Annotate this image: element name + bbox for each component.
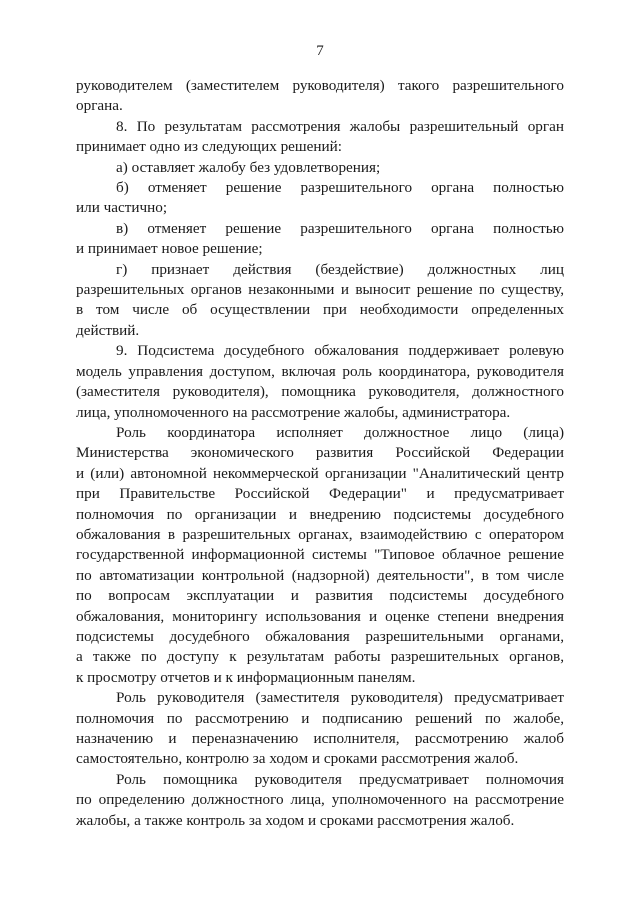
paragraph [76,341,564,423]
paragraph [76,219,564,260]
text-line: лица, уполномоченного на рассмотрение жалобы, администратора. [76,403,511,421]
text-line: а также по доступу к результатам работы разрешительных органов, [76,648,564,666]
text-line: по вопросам эксплуатации и развития подсистемы досудебного [76,587,564,605]
text-line: при Правительстве Российской Федерации" и предусматривает [76,485,564,503]
text-line: Министерства экономического развития Российской Федерации [76,444,564,462]
paragraph [76,770,564,831]
text-line: г) признает действия (бездействие) должностных лиц [116,260,564,278]
text-line: в) отменяет решение разрешительного органа полностью [116,219,564,237]
text-line: обжалования в разрешительных органах, взаимодействию с оператором [76,525,564,543]
paragraph [76,423,564,688]
paragraph [76,688,564,770]
text-line: принимает одно из следующих решений: [76,138,342,156]
paragraph [76,158,564,178]
text-line: (заместителя руководителя), помощника руководителя, должностного [76,383,564,401]
text-line: или частично; [76,199,168,217]
page-number: 7 [316,43,324,59]
paragraph [76,117,564,158]
text-line: полномочия по рассмотрению и подписанию решений по жалобе, [76,709,564,727]
text-line: Роль координатора исполняет должностное лицо (лица) [116,423,564,441]
paragraph [76,260,564,342]
text-line: разрешительных органов незаконными и выносит решение по существу, [76,281,564,299]
text-line: по автоматизации контрольной (надзорной) деятельности", в том числе [76,566,564,584]
text-line: обжалования, мониторингу использования и оценке степени внедрения [76,607,564,625]
text-line: жалобы, а также контроль за ходом и сроками рассмотрения жалоб. [76,811,515,829]
text-line: 8. По результатам рассмотрения жалобы разрешительный орган [116,117,564,135]
text-line: и (или) автономной некоммерческой организации "Аналитический центр [76,464,564,482]
text-line: к просмотру отчетов и к информационным панелям. [76,668,416,686]
text-line: Роль помощника руководителя предусматривает полномочия [116,770,564,788]
text-line: б) отменяет решение разрешительного органа полностью [116,179,564,197]
text-line: в том числе об осуществлении при необходимости определенных [76,301,564,319]
text-line: и принимает новое решение; [76,240,263,258]
text-line: полномочия по организации и внедрению подсистемы досудебного [76,505,564,523]
text-line: по определению должностного лица, уполномоченного на рассмотрение [76,791,564,809]
text-line: самостоятельно, контролю за ходом и сроками рассмотрения жалоб. [76,750,519,768]
text-line: органа. [76,97,123,115]
paragraph [76,76,564,117]
paragraph [76,178,564,219]
text-line: подсистемы досудебного обжалования разрешительными органами, [76,627,564,645]
text-line: 9. Подсистема досудебного обжалования поддерживает ролевую [116,342,564,360]
text-line: руководителем (заместителем руководителя) такого разрешительного [76,77,564,94]
text-line: Роль руководителя (заместителя руководителя) предусматривает [116,689,564,707]
text-line: модель управления доступом, включая роль координатора, руководителя [76,362,564,380]
text-line: назначению и переназначению исполнителя, рассмотрению жалоб [76,730,564,747]
document-body [76,76,564,831]
text-line: действий. [76,321,140,339]
text-line: а) оставляет жалобу без удовлетворения; [116,158,381,176]
text-line: государственной информационной системы "Типовое облачное решение [76,546,564,564]
